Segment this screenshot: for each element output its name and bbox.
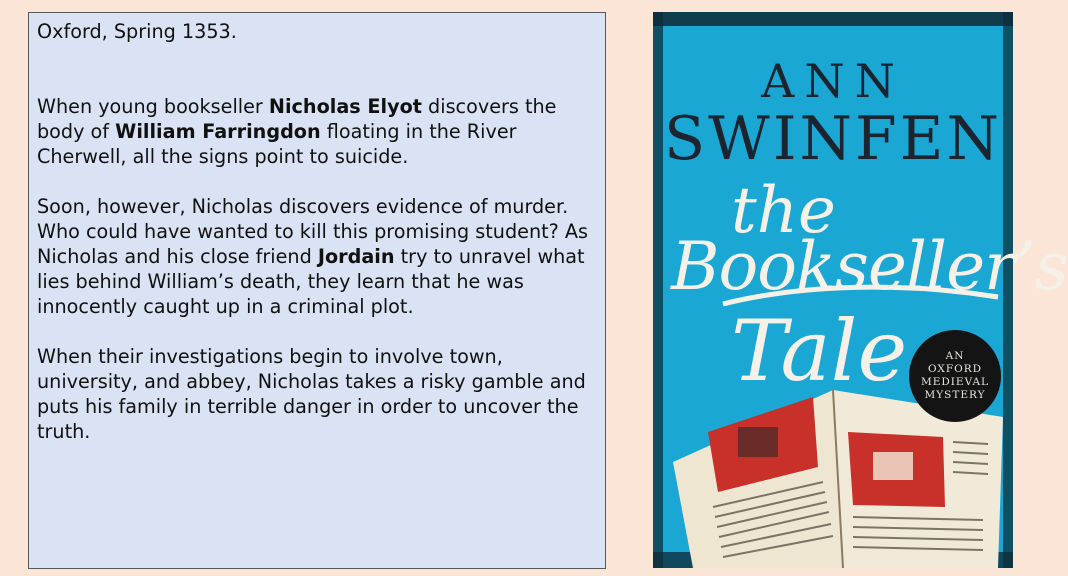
setting-line: Oxford, Spring 1353. [37,20,237,43]
badge-line-3: MEDIEVAL [920,376,990,388]
author-last-name: SWINFEN [664,104,1002,174]
paragraph-1 [37,94,597,169]
badge-line-2: OXFORD [927,363,983,375]
paragraph-3: When their investigations begin to involve town, university, and abbey, Nicholas takes a risky gamble and puts his family in terrible danger in order to uncover the truth. [37,345,586,443]
book-cover-image [653,12,1068,568]
description-textbox [28,12,606,569]
character-name-jordain: Jordain [317,245,395,268]
character-name-nicholas-elyot: Nicholas Elyot [268,95,422,118]
character-name-william-farringdon: William Farringdon [115,120,321,143]
author-first-name: ANN [761,54,905,108]
paragraph-1-part-a: When young bookseller [37,95,269,118]
title-tale: Tale [731,302,908,400]
badge-line-4: MYSTERY [924,389,986,401]
title-the: the [731,174,836,248]
paragraph-1-part-e: floating in the River Cherwell, all the signs point to suicide. [37,120,517,168]
paragraph-2-part-a: Soon, however, Nicholas discovers evidence of murder. Who could have wanted to kill this promising student? As Nicholas and his close friend [37,195,589,268]
title-booksellers: Bookseller’s [671,228,1068,305]
paragraph-2-part-c: try to unravel what lies behind William’s death, they learn that he was innocently caught up in a criminal plot. [37,245,585,318]
paragraph-1-part-c: discovers the body of [37,95,557,143]
badge-line-1: AN [945,350,965,362]
paragraph-2 [37,194,597,319]
series-badge [909,330,1001,422]
